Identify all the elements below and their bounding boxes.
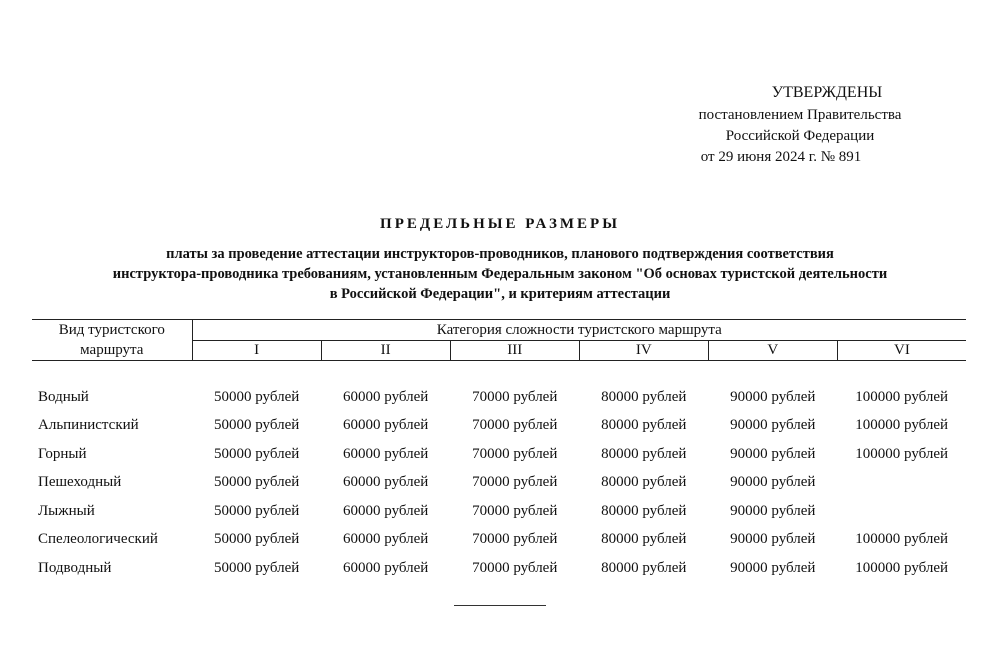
fee-cell: 90000 рублей [730,531,816,548]
approval-line-1: постановлением Правительства [698,107,902,123]
fee-cell: 50000 рублей [213,445,300,462]
fee-cell: 100000 рублей [855,559,949,576]
fee-cell: 60000 рублей [343,474,429,491]
closing-rule [454,605,546,606]
fee-cell: 90000 рублей [730,502,816,519]
document-title: ПРЕДЕЛЬНЫЕ РАЗМЕРЫ [380,216,620,232]
fee-cell: 70000 рублей [472,531,558,548]
fee-cell: 50000 рублей [213,531,300,548]
table-row [32,526,966,555]
fee-cell: 90000 рублей [730,417,816,434]
route-type-cell: Альпинистский [38,417,139,434]
fee-cell: 100000 рублей [855,388,949,405]
fee-cell: 80000 рублей [601,502,687,519]
header-category-ii: II [321,341,450,361]
table-row [32,469,966,498]
header-route-type: Вид туристского маршрута [32,320,192,361]
fee-cell: 100000 рублей [855,417,949,434]
fee-cell: 80000 рублей [601,445,687,462]
approval-heading: УТВЕРЖДЕНЫ [771,84,883,101]
fee-cell: 50000 рублей [213,388,300,405]
fee-cell [837,497,966,526]
fee-cell: 80000 рублей [601,474,687,491]
fee-cell: 70000 рублей [472,474,558,491]
approval-block [640,82,960,168]
fee-cell: 100000 рублей [855,445,949,462]
fee-cell: 80000 рублей [601,417,687,434]
fee-cell: 50000 рублей [213,474,300,491]
fee-cell: 70000 рублей [472,388,558,405]
header-category-vi: VI [837,341,966,361]
fee-cell: 80000 рублей [601,388,687,405]
fee-cell: 90000 рублей [730,388,816,405]
table-row [32,554,966,583]
header-category-iv: IV [579,341,708,361]
fee-cell: 90000 рублей [730,445,816,462]
fee-cell: 50000 рублей [213,417,300,434]
header-category-i: I [192,341,321,361]
route-type-cell: Спелеологический [38,531,158,548]
fee-cell [837,469,966,498]
fee-cell: 80000 рублей [601,559,687,576]
route-type-cell: Пешеходный [38,474,122,491]
fee-cell: 50000 рублей [213,502,300,519]
header-category-v: V [708,341,837,361]
subtitle-line-1: платы за проведение аттестации инструкторов-проводников, планового подтверждения соответствия [166,246,834,262]
fee-cell: 70000 рублей [472,417,558,434]
fee-cell: 60000 рублей [343,388,429,405]
fee-cell: 50000 рублей [213,559,300,576]
fee-cell: 60000 рублей [343,502,429,519]
fee-cell: 70000 рублей [472,559,558,576]
fee-cell: 90000 рублей [730,474,816,491]
fee-cell: 60000 рублей [343,559,429,576]
table-row [32,440,966,469]
subtitle-line-2: инструктора-проводника требованиям, установленным Федеральным законом "Об основах туристской деятельности [112,266,888,282]
route-type-cell: Водный [38,388,89,405]
route-type-cell: Горный [38,445,87,462]
fee-cell: 60000 рублей [343,417,429,434]
table-row [32,383,966,412]
fee-cell: 70000 рублей [472,445,558,462]
fee-cell: 70000 рублей [472,502,558,519]
fee-cell: 60000 рублей [343,531,429,548]
header-difficulty-category: Категория сложности туристского маршрута [192,320,966,341]
table-row [32,497,966,526]
fee-cell: 80000 рублей [601,531,687,548]
header-category-iii: III [450,341,579,361]
approval-line-2: Российской Федерации [725,128,875,144]
fee-cell: 60000 рублей [343,445,429,462]
route-type-cell: Подводный [38,559,112,576]
route-type-cell: Лыжный [38,502,95,519]
approval-line-3: от 29 июня 2024 г. № 891 [700,149,862,165]
table-row [32,412,966,441]
document-subtitle [30,244,970,304]
fee-cell: 90000 рублей [730,559,816,576]
fees-table [32,319,966,583]
fee-cell: 100000 рублей [855,531,949,548]
subtitle-line-3: в Российской Федерации", и критериям аттестации [329,286,671,302]
